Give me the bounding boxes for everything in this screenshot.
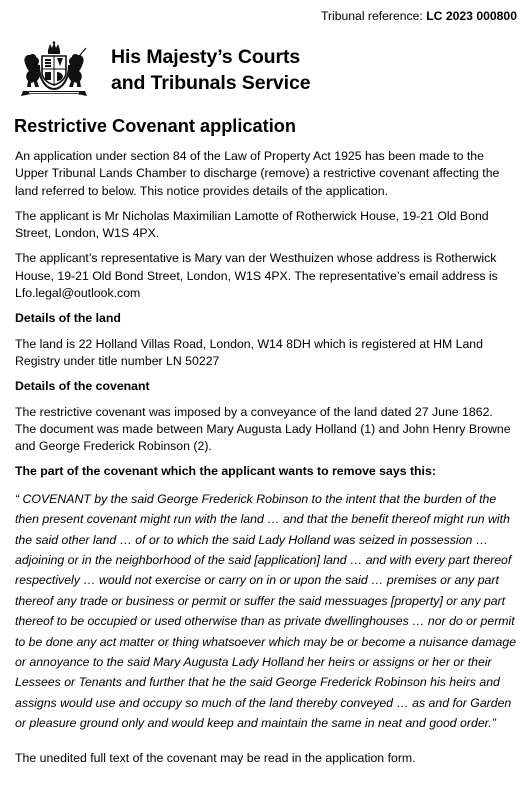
organisation-name-line2: and Tribunals Service: [111, 72, 311, 94]
organisation-name-line1: His Majesty’s Courts: [111, 46, 301, 68]
organisation-name: [111, 44, 310, 96]
page-title: Restrictive Covenant application: [14, 116, 296, 136]
covenant-heading: Details of the covenant: [15, 379, 150, 394]
applicant-paragraph: The applicant is Mr Nicholas Maximilian Lamotte of Rotherwick House, 19-21 Old Bond Street, London, W1S 4PX.: [15, 208, 489, 241]
land-heading: Details of the land: [15, 311, 121, 326]
covenant-paragraph: The restrictive covenant was imposed by a conveyance of the land dated 27 June 1862. The document was made between Mary Augusta Lady Holland (1) and John Henry Browne and George Frederick Robinson (2).: [15, 404, 511, 454]
remove-heading: The part of the covenant which the applicant wants to remove says this:: [15, 464, 436, 479]
covenant-quote: “ COVENANT by the said George Frederick Robinson to the intent that the burden of the then present covenant might run with the land … and that the benefit thereof might run with the said other land … of or to which the said Lady Holland was seized in possession … adjoining or in the neighborhood of the said [application] land … and with every part thereof respectively … would not exercise or carry on in or upon the said … premises or any part thereof any trade or business or permit or suffer the said messuages [property] or any part thereof to be occupied or used otherwise than as private dwellinghouses … nor do or permit to be done any act matter or thing whatsoever which may be or become a nuisance damage or annoyance to the said Mary Augusta Lady Holland her heirs or assigns or her or their Lessees or Tenants and further that he the said George Frederick Robinson his heirs and assigns would use and occupy so much of the land thereby conveyed … as and for Garden or pleasure ground only and would keep and maintain the same in neat and good order.”: [15, 491, 517, 731]
tribunal-reference-value: LC 2023 000800: [426, 9, 517, 23]
representative-paragraph: The applicant’s representative is Mary van der Westhuizen whose address is Rotherwick House, 19-21 Old Bond Street, London, W1S 4PX. The representative’s email address is Lfo.legal@outlook.com: [15, 251, 498, 301]
land-paragraph: The land is 22 Holland Villas Road, London, W14 8DH which is registered at HM Land Registry under title number LN 50227: [15, 336, 483, 368]
notice-body: [15, 148, 517, 775]
tribunal-reference: [321, 9, 517, 23]
footer-paragraph: The unedited full text of the covenant may be read in the application form.: [15, 750, 416, 765]
intro-paragraph: An application under section 84 of the Law of Property Act 1925 has been made to the Upper Tribunal Lands Chamber to discharge (remove) a restrictive covenant affecting the land referred to below. This notice provides details of the application.: [15, 149, 500, 198]
tribunal-reference-label: Tribunal reference:: [320, 9, 423, 23]
royal-coat-of-arms-icon: [17, 41, 91, 99]
